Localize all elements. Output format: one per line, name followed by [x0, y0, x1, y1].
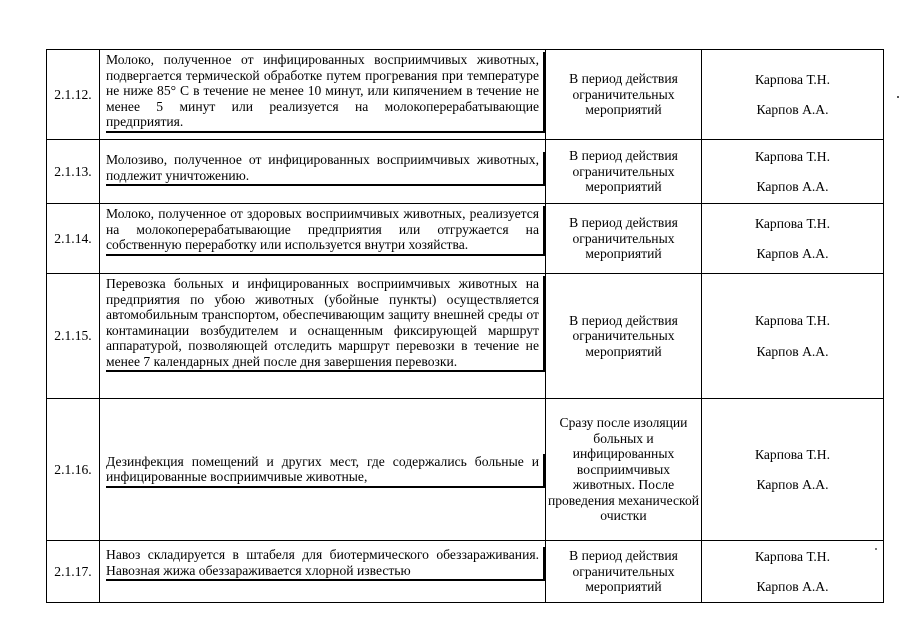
scan-speck: [897, 96, 899, 98]
measure-text: [100, 541, 546, 603]
responsible-name: Карпов А.А.: [756, 343, 829, 359]
responsible-name: Карпова Т.Н.: [754, 446, 831, 462]
period-cell: В период действия ограничительных мероприятий: [546, 204, 702, 274]
row-number: 2.1.13.: [47, 140, 100, 204]
responsible-name: Карпова Т.Н.: [754, 313, 831, 328]
responsible-name: Карпова Т.Н.: [754, 71, 831, 87]
responsible-name: Карпова Т.Н.: [754, 215, 831, 231]
responsible-name: Карпова Т.Н.: [754, 548, 831, 564]
measure-text-content: Навоз складируется в штабеля для биотермического обеззараживания. Навозная жижа обеззараживается хлорной известью: [106, 547, 545, 581]
responsible-name: Карпова Т.Н.: [754, 148, 831, 164]
table-row: [47, 541, 884, 603]
measure-text-content: Молозиво, полученное от инфицированных восприимчивых животных, подлежит уничтожению.: [106, 152, 545, 186]
scan-speck: [875, 548, 877, 550]
responsible-name: Карпов А.А.: [756, 579, 829, 594]
measure-text: [100, 274, 546, 399]
responsible-cell: [702, 399, 884, 541]
table-row: [47, 399, 884, 541]
measure-text: [100, 204, 546, 274]
row-number: 2.1.16.: [47, 399, 100, 541]
measure-text-content: Дезинфекция помещений и других мест, где содержались больные и инфицированные восприимчивые животные,: [106, 454, 545, 488]
measure-text-content: Молоко, полученное от инфицированных восприимчивых животных, подвергается термической обработке путем прогревания при температуре не ниже 85° С в течение не менее 10 минут, или кипячением в течение не менее 5 минут или реализуется на молокоперерабатывающие предприятия.: [106, 52, 545, 133]
row-number: 2.1.15.: [47, 274, 100, 399]
measure-text: [100, 50, 546, 140]
period-cell: В период действия ограничительных мероприятий: [546, 140, 702, 204]
responsible-cell: [702, 50, 884, 140]
measure-text-content: Перевозка больных и инфицированных восприимчивых животных на предприятия по убою животных (убойные пункты) осуществляется автомобильным транспортом, обеспечивающим защиту внешней среды от контаминации возбудителем и оснащенным фиксирующей маршрут аппаратурой, позволяющей отследить маршрут перевозки в течение не менее 7 календарных дней после дня завершения перевозки.: [106, 276, 545, 372]
responsible-cell: [702, 140, 884, 204]
measures-table: [46, 49, 884, 603]
responsible-cell: [702, 274, 884, 399]
row-number: 2.1.12.: [47, 50, 100, 140]
responsible-name: Карпов А.А.: [756, 102, 829, 117]
period-cell: В период действия ограничительных мероприятий: [546, 541, 702, 603]
responsible-name: Карпов А.А.: [756, 179, 829, 194]
row-number: 2.1.17.: [47, 541, 100, 603]
measure-text: [100, 399, 546, 541]
responsible-name: Карпов А.А.: [756, 477, 829, 492]
table-row: [47, 274, 884, 399]
row-number: 2.1.14.: [47, 204, 100, 274]
table-row: [47, 140, 884, 204]
measure-text: [100, 140, 546, 204]
measure-text-content: Молоко, полученное от здоровых восприимчивых животных, реализуется на молокоперерабатывающие предприятия или отгружается на собственную переработку или используется внутри хозяйства.: [106, 206, 545, 256]
table-row: [47, 50, 884, 140]
period-cell: Сразу после изоляции больных и инфицированных восприимчивых животных. После проведения механической очистки: [546, 399, 702, 541]
period-cell: В период действия ограничительных мероприятий: [546, 50, 702, 140]
period-cell: В период действия ограничительных мероприятий: [546, 274, 702, 399]
responsible-name: Карпов А.А.: [756, 246, 829, 261]
table-row: [47, 204, 884, 274]
responsible-cell: [702, 204, 884, 274]
responsible-cell: [702, 541, 884, 603]
